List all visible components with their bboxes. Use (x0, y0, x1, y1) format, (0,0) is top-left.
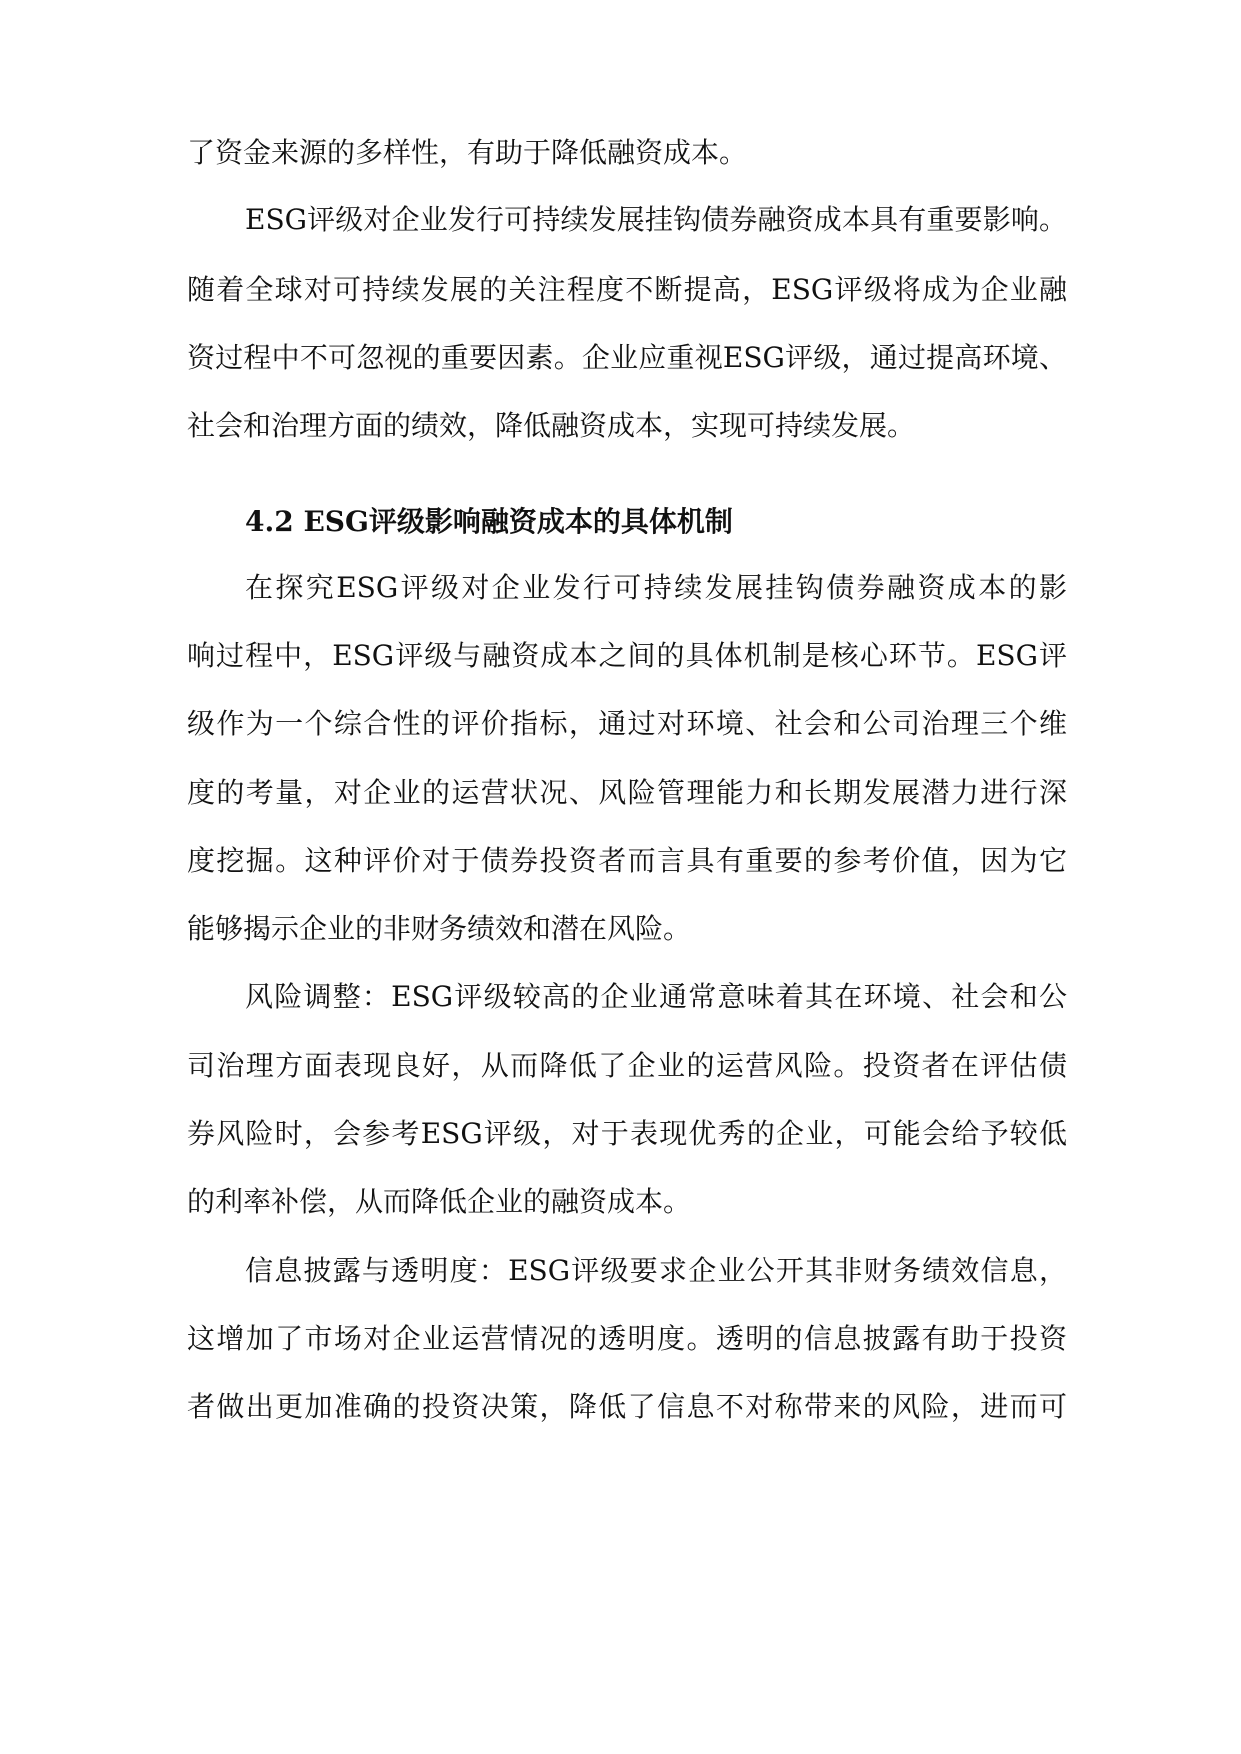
paragraph-line: 的利率补偿，从而降低企业的融资成本。 (187, 1185, 692, 1218)
paragraph-line: 度挖掘。这种评价对于债券投资者而言具有重要的参考价值，因为它 (187, 844, 1067, 877)
paragraph-line: 了资金来源的多样性，有助于降低融资成本。 (187, 136, 748, 169)
paragraph-line: 级作为一个综合性的评价指标，通过对环境、社会和公司治理三个维 (187, 707, 1067, 740)
paragraph-line: 信息披露与透明度：ESG评级要求企业公开其非财务绩效信息， (245, 1254, 1067, 1287)
paragraph-line: 者做出更加准确的投资决策，降低了信息不对称带来的风险，进而可 (187, 1390, 1067, 1423)
paragraph-line: ESG评级对企业发行可持续发展挂钩债券融资成本具有重要影响。 (245, 203, 1067, 236)
paragraph-line: 随着全球对可持续发展的关注程度不断提高，ESG评级将成为企业融 (187, 273, 1067, 306)
paragraph-line: 这增加了市场对企业运营情况的透明度。透明的信息披露有助于投资 (187, 1322, 1067, 1355)
paragraph-line: 在探究ESG评级对企业发行可持续发展挂钩债券融资成本的影 (245, 571, 1067, 604)
paragraph-line: 风险调整：ESG评级较高的企业通常意味着其在环境、社会和公 (245, 980, 1067, 1013)
section-heading: 4.2 ESG评级影响融资成本的具体机制 (245, 505, 733, 538)
paragraph-line: 券风险时，会参考ESG评级，对于表现优秀的企业，可能会给予较低 (187, 1117, 1067, 1150)
paragraph-line: 司治理方面表现良好，从而降低了企业的运营风险。投资者在评估债 (187, 1049, 1067, 1082)
paragraph-line: 社会和治理方面的绩效，降低融资成本，实现可持续发展。 (187, 409, 916, 442)
paragraph-line: 响过程中，ESG评级与融资成本之间的具体机制是核心环节。ESG评 (187, 639, 1067, 672)
paragraph-line: 资过程中不可忽视的重要因素。企业应重视ESG评级，通过提高环境、 (187, 341, 1067, 374)
paragraph-line: 度的考量，对企业的运营状况、风险管理能力和长期发展潜力进行深 (187, 776, 1067, 809)
paragraph-line: 能够揭示企业的非财务绩效和潜在风险。 (187, 912, 692, 945)
